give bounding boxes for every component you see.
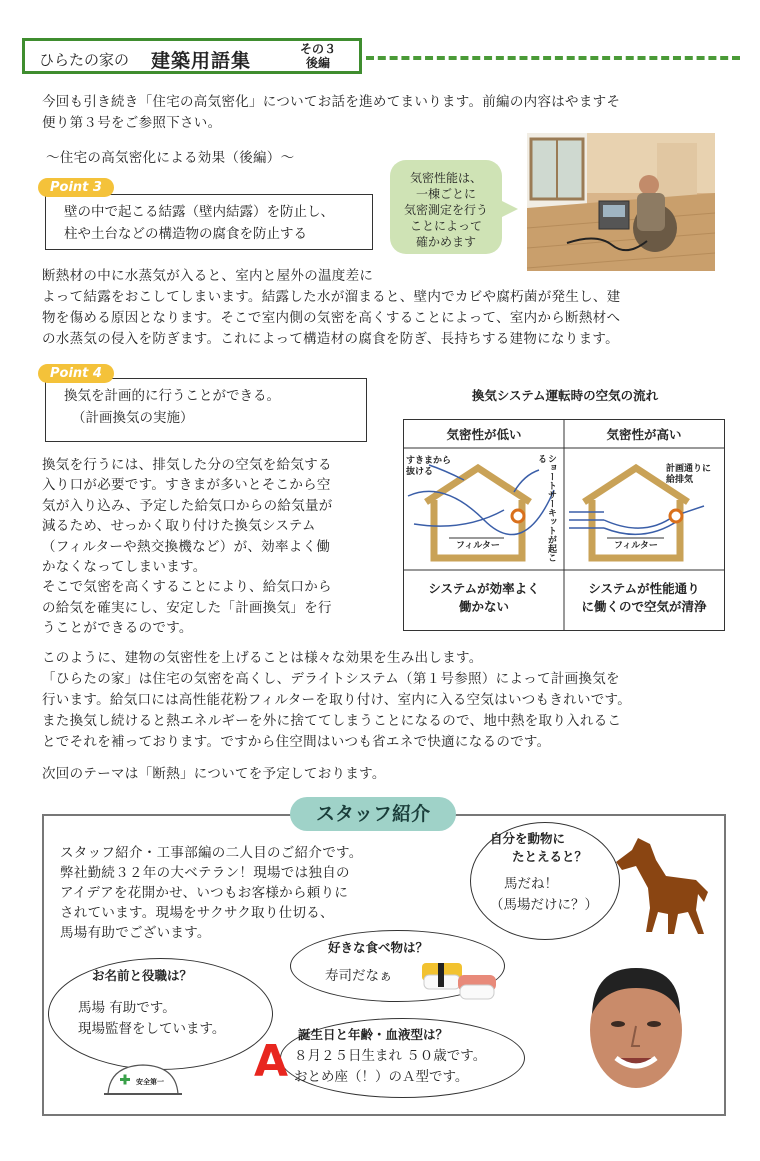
point3-box: 壁の中で起こる結露（壁内結露）を防止し、 柱や土台などの構造物の腐食を防止する [45,194,373,250]
header-small-title: ひらたの家の [39,51,130,69]
helmet-icon [102,1062,184,1098]
fan-icon-right [670,510,682,522]
high-result: システムが性能通り に働くので空気が清浄 [581,581,707,614]
food-question: 好きな食べ物は？ [328,940,429,955]
airtight-test-photo [527,133,715,271]
point4-box: 換気を計画的に行うことができる。 （計画換気の実施） [45,378,367,442]
point4-label: Point 4 [38,364,114,383]
bubble-tail [500,200,518,218]
staff-intro: スタッフ紹介・工事部編の二人目のご紹介です。 弊社勤続３２年の大ベテラン！現場では独自の アイデアを花開かせ、いつもお客様から頼りに されています。現場をサクサク取り仕切る、 馬場有助でございます。 [60,845,363,941]
low-result: システムが効率よく 働かない [428,581,540,614]
staff-portrait [582,962,690,1092]
blood-type-letter: A [254,1036,289,1087]
subtitle: ～住宅の高気密化による効果（後編）～ [46,150,295,166]
animal-question: 自分を動物に たとえると？ [490,831,588,864]
header-part: その３ 後編 [300,42,337,70]
birth-answer: ８月２５日生まれ ５０歳です。 おとめ座（！）のＡ型です。 [294,1048,487,1085]
paragraph-condensation: 断熱材の中に水蒸気が入ると、室内と屋外の温度差に よって結露をおこしてしまいます。結露した水が溜まると、壁内でカビや腐朽菌が発生し、建 物を傷める原因となります。そこで室内側の気密を高くすることによって、室内から断熱材へ の水蒸気の侵入を防ぎます。これによって構造材の腐食を防ぎ、長持ちする建物になります。 [42,268,621,347]
staff-title: スタッフ紹介 [290,797,456,831]
paragraph-summary: このように、建物の気密性を上げることは様々な効果を生み出します。 「ひらたの家」は住宅の気密を高くし、デライトシステム（第１号参照）によって計画換気を 行います。給気口には高性能花粉フィルターを取り付け、室内に入る空気はいつもきれいです。 また換気し続けると熱エネルギーを外に捨ててしまうことになるので、地中熱を取り入れるこ とでそれを補っております。ですから住空間はいつも省エネで快適になるのです。 [42,650,632,750]
next-theme: 次回のテーマは「断熱」についてを予定しております。 [42,766,386,782]
food-answer: 寿司だなぁ [325,968,393,984]
airflow-diagram [403,419,725,631]
filter-label-right: フィルター [614,541,658,551]
horse-illustration [608,830,718,944]
high-airtight-header: 気密性が高い [606,427,682,442]
airtight-note-bubble: 気密性能は、 一棟ごとに 気密測定を行う ことによって 確かめます [390,160,502,254]
sushi-icon [420,957,500,1007]
animal-answer: 馬だね！ （馬場だけに？） [490,876,598,913]
header-box [22,38,362,74]
point3-label: Point 3 [38,178,114,197]
paragraph-ventilation: 換気を行うには、排気した分の空気を給気する 入り口が必要です。すきまが多いとそこから空 気が入り込み、予定した給気口からの給気量が 減るため、せっかく取り付けた換気システム （フィルターや熱交換機など）が、効率よく働 かなくなってしまいます。 そこで気密を高くすることにより、給気口から の給気を確実にし、安定した「計画換気」を行 うことができるのです。 [42,457,333,637]
filter-label-left: フィルター [456,541,500,551]
fan-icon [512,510,524,522]
header-dashed-line [366,56,740,60]
helmet-text: 安全第一 [136,1078,164,1086]
low-airtight-header: 気密性が低い [446,427,522,442]
intro-text: 今回も引き続き「住宅の高気密化」についてお話を進めてまいります。前編の内容はやますそ 便り第３号をご参照下さい。 [42,94,621,131]
birth-question: 誕生日と年齢・血液型は？ [298,1027,449,1042]
diagram-title: 換気システム運転時の空気の流れ [471,388,659,403]
gap-label: すきまから 抜ける [406,456,452,477]
short-circuit-label: ショートサーキットが起こる [536,454,556,562]
planned-label: 計画通りに 給排気 [666,464,712,485]
header-big-title: 建築用語集 [151,50,252,72]
name-answer: 馬場 有助です。 現場監督をしています。 [78,1000,226,1037]
name-question: お名前と役職は？ [92,968,193,983]
